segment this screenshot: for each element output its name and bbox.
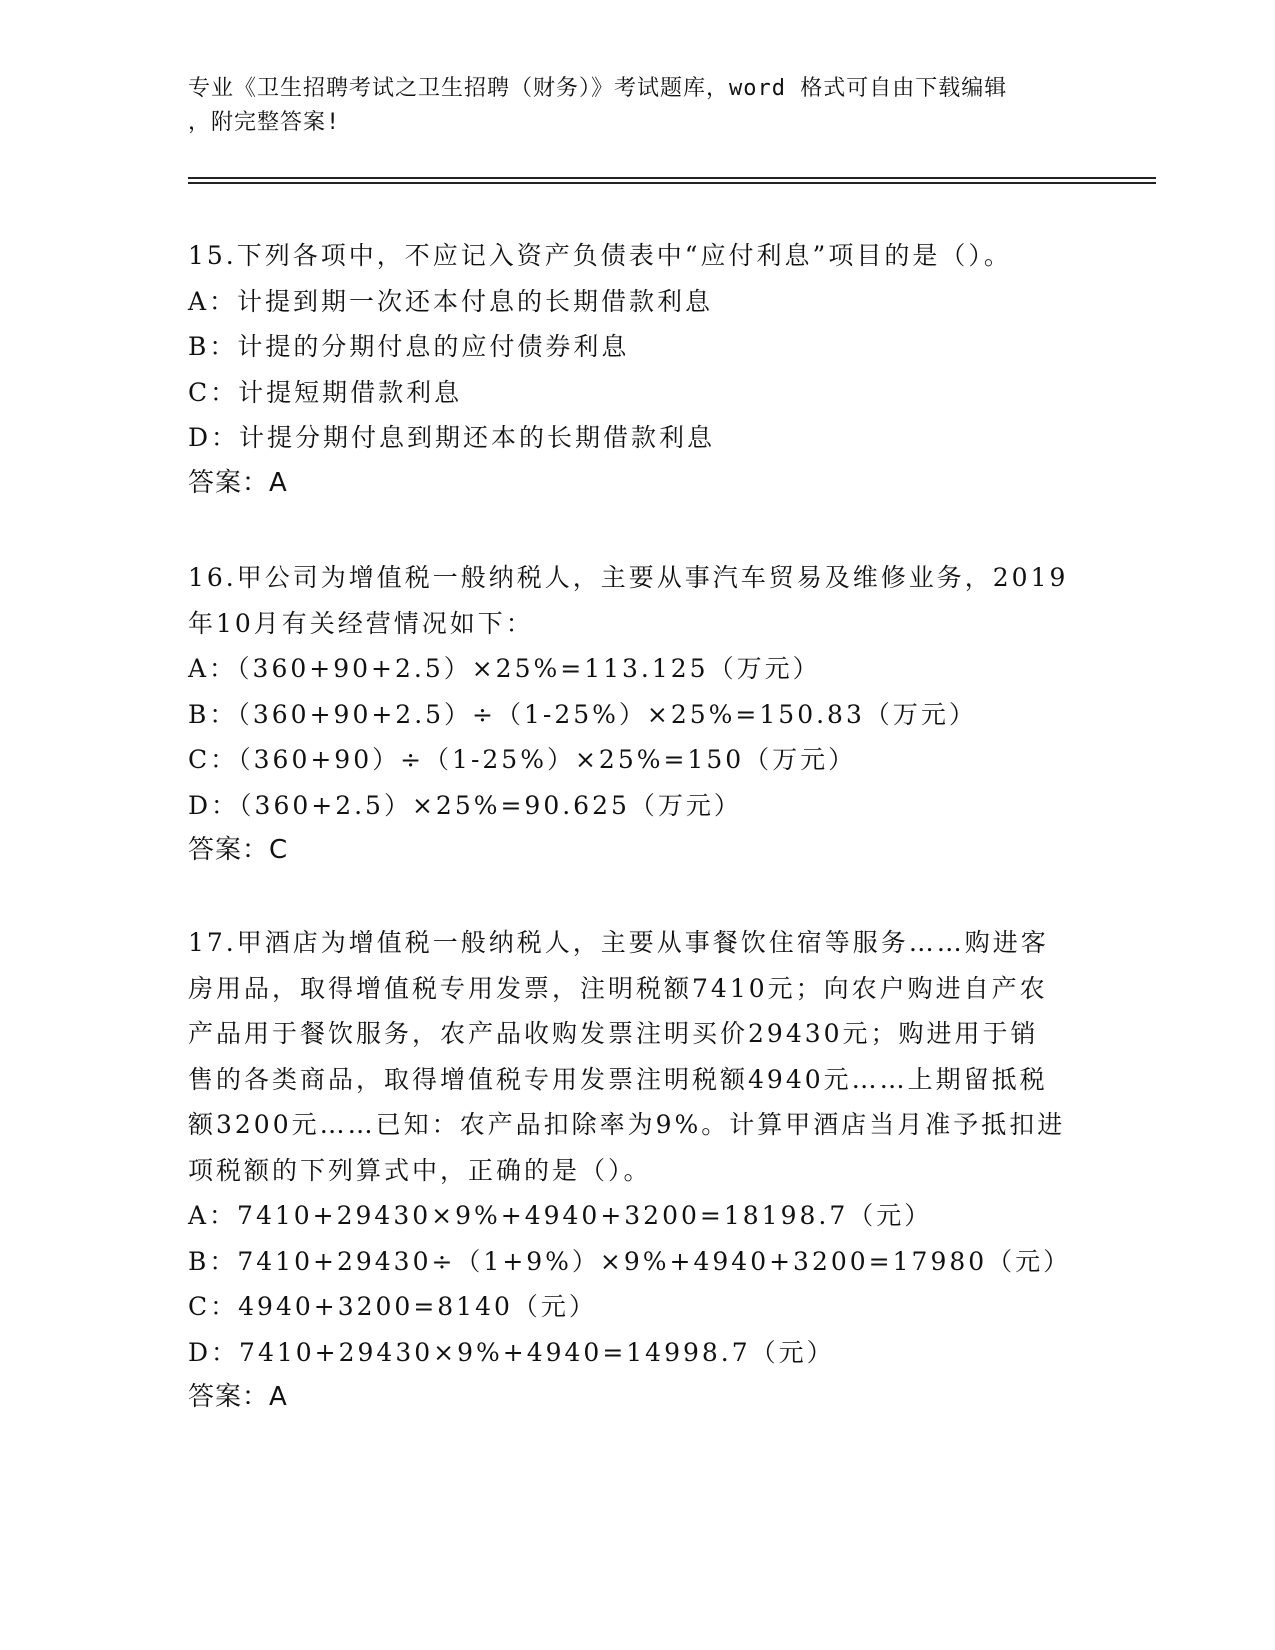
header-divider-bottom xyxy=(188,182,1156,184)
answer: 答案：C xyxy=(188,835,289,865)
header-divider-top xyxy=(188,177,1156,179)
header-line-1: 专业《卫生招聘考试之卫生招聘（财务）》考试题库，word 格式可自由下载编辑 xyxy=(188,76,1008,101)
answer: 答案：A xyxy=(188,1382,288,1412)
question-text: 房用品，取得增值税专用发票，注明税额7410元；向农户购进自产农 xyxy=(188,973,1048,1003)
option-a: A：计提到期一次还本付息的长期借款利息 xyxy=(188,286,714,316)
question-text: 17.甲酒店为增值税一般纳税人，主要从事餐饮住宿等服务……购进客 xyxy=(188,928,1049,957)
option-d: D：（360+2.5）×25%=90.625（万元） xyxy=(188,790,742,820)
option-c: C：（360+90）÷（1-25%）×25%=150（万元） xyxy=(188,745,857,774)
option-a: A：7410+29430×9%+4940+3200=18198.7（元） xyxy=(188,1201,933,1230)
question-17 xyxy=(188,920,1088,1421)
option-b: B：计提的分期付息的应付债券利息 xyxy=(188,332,630,361)
option-d: D：7410+29430×9%+4940=14998.7（元） xyxy=(188,1337,835,1367)
option-b: B：7410+29430÷（1+9%）×9%+4940+3200=17980（元） xyxy=(188,1246,1072,1276)
question-text: 售的各类商品，取得增值税专用发票注明税额4940元……上期留抵税 xyxy=(188,1064,1048,1094)
document-header xyxy=(188,72,1068,140)
question-15 xyxy=(188,233,1088,506)
question-text: 产品用于餐饮服务，农产品收购发票注明买价29430元；购进用于销 xyxy=(188,1019,1039,1048)
option-c: C：4940+3200=8140（元） xyxy=(188,1292,597,1321)
option-a: A：（360+90+2.5）×25%=113.125（万元） xyxy=(188,654,821,683)
question-text: 额3200元……已知：农产品扣除率为9%。计算甲酒店当月准予抵扣进 xyxy=(188,1110,1066,1139)
option-d: D：计提分期付息到期还本的长期借款利息 xyxy=(188,423,716,452)
option-c: C：计提短期借款利息 xyxy=(188,377,463,407)
question-16 xyxy=(188,555,1088,874)
question-text: 项税额的下列算式中，正确的是（）。 xyxy=(188,1155,652,1185)
question-text: 年10月有关经营情况如下： xyxy=(188,608,534,638)
question-text: 15.下列各项中，不应记入资产负债表中“应付利息”项目的是（）。 xyxy=(188,241,1012,270)
header-line-2: ，附完整答案! xyxy=(188,110,341,135)
option-b: B：（360+90+2.5）÷（1-25%）×25%=150.83（万元） xyxy=(188,699,977,729)
question-text: 16.甲公司为增值税一般纳税人，主要从事汽车贸易及维修业务，2019 xyxy=(188,563,1069,592)
answer: 答案：A xyxy=(188,467,288,498)
